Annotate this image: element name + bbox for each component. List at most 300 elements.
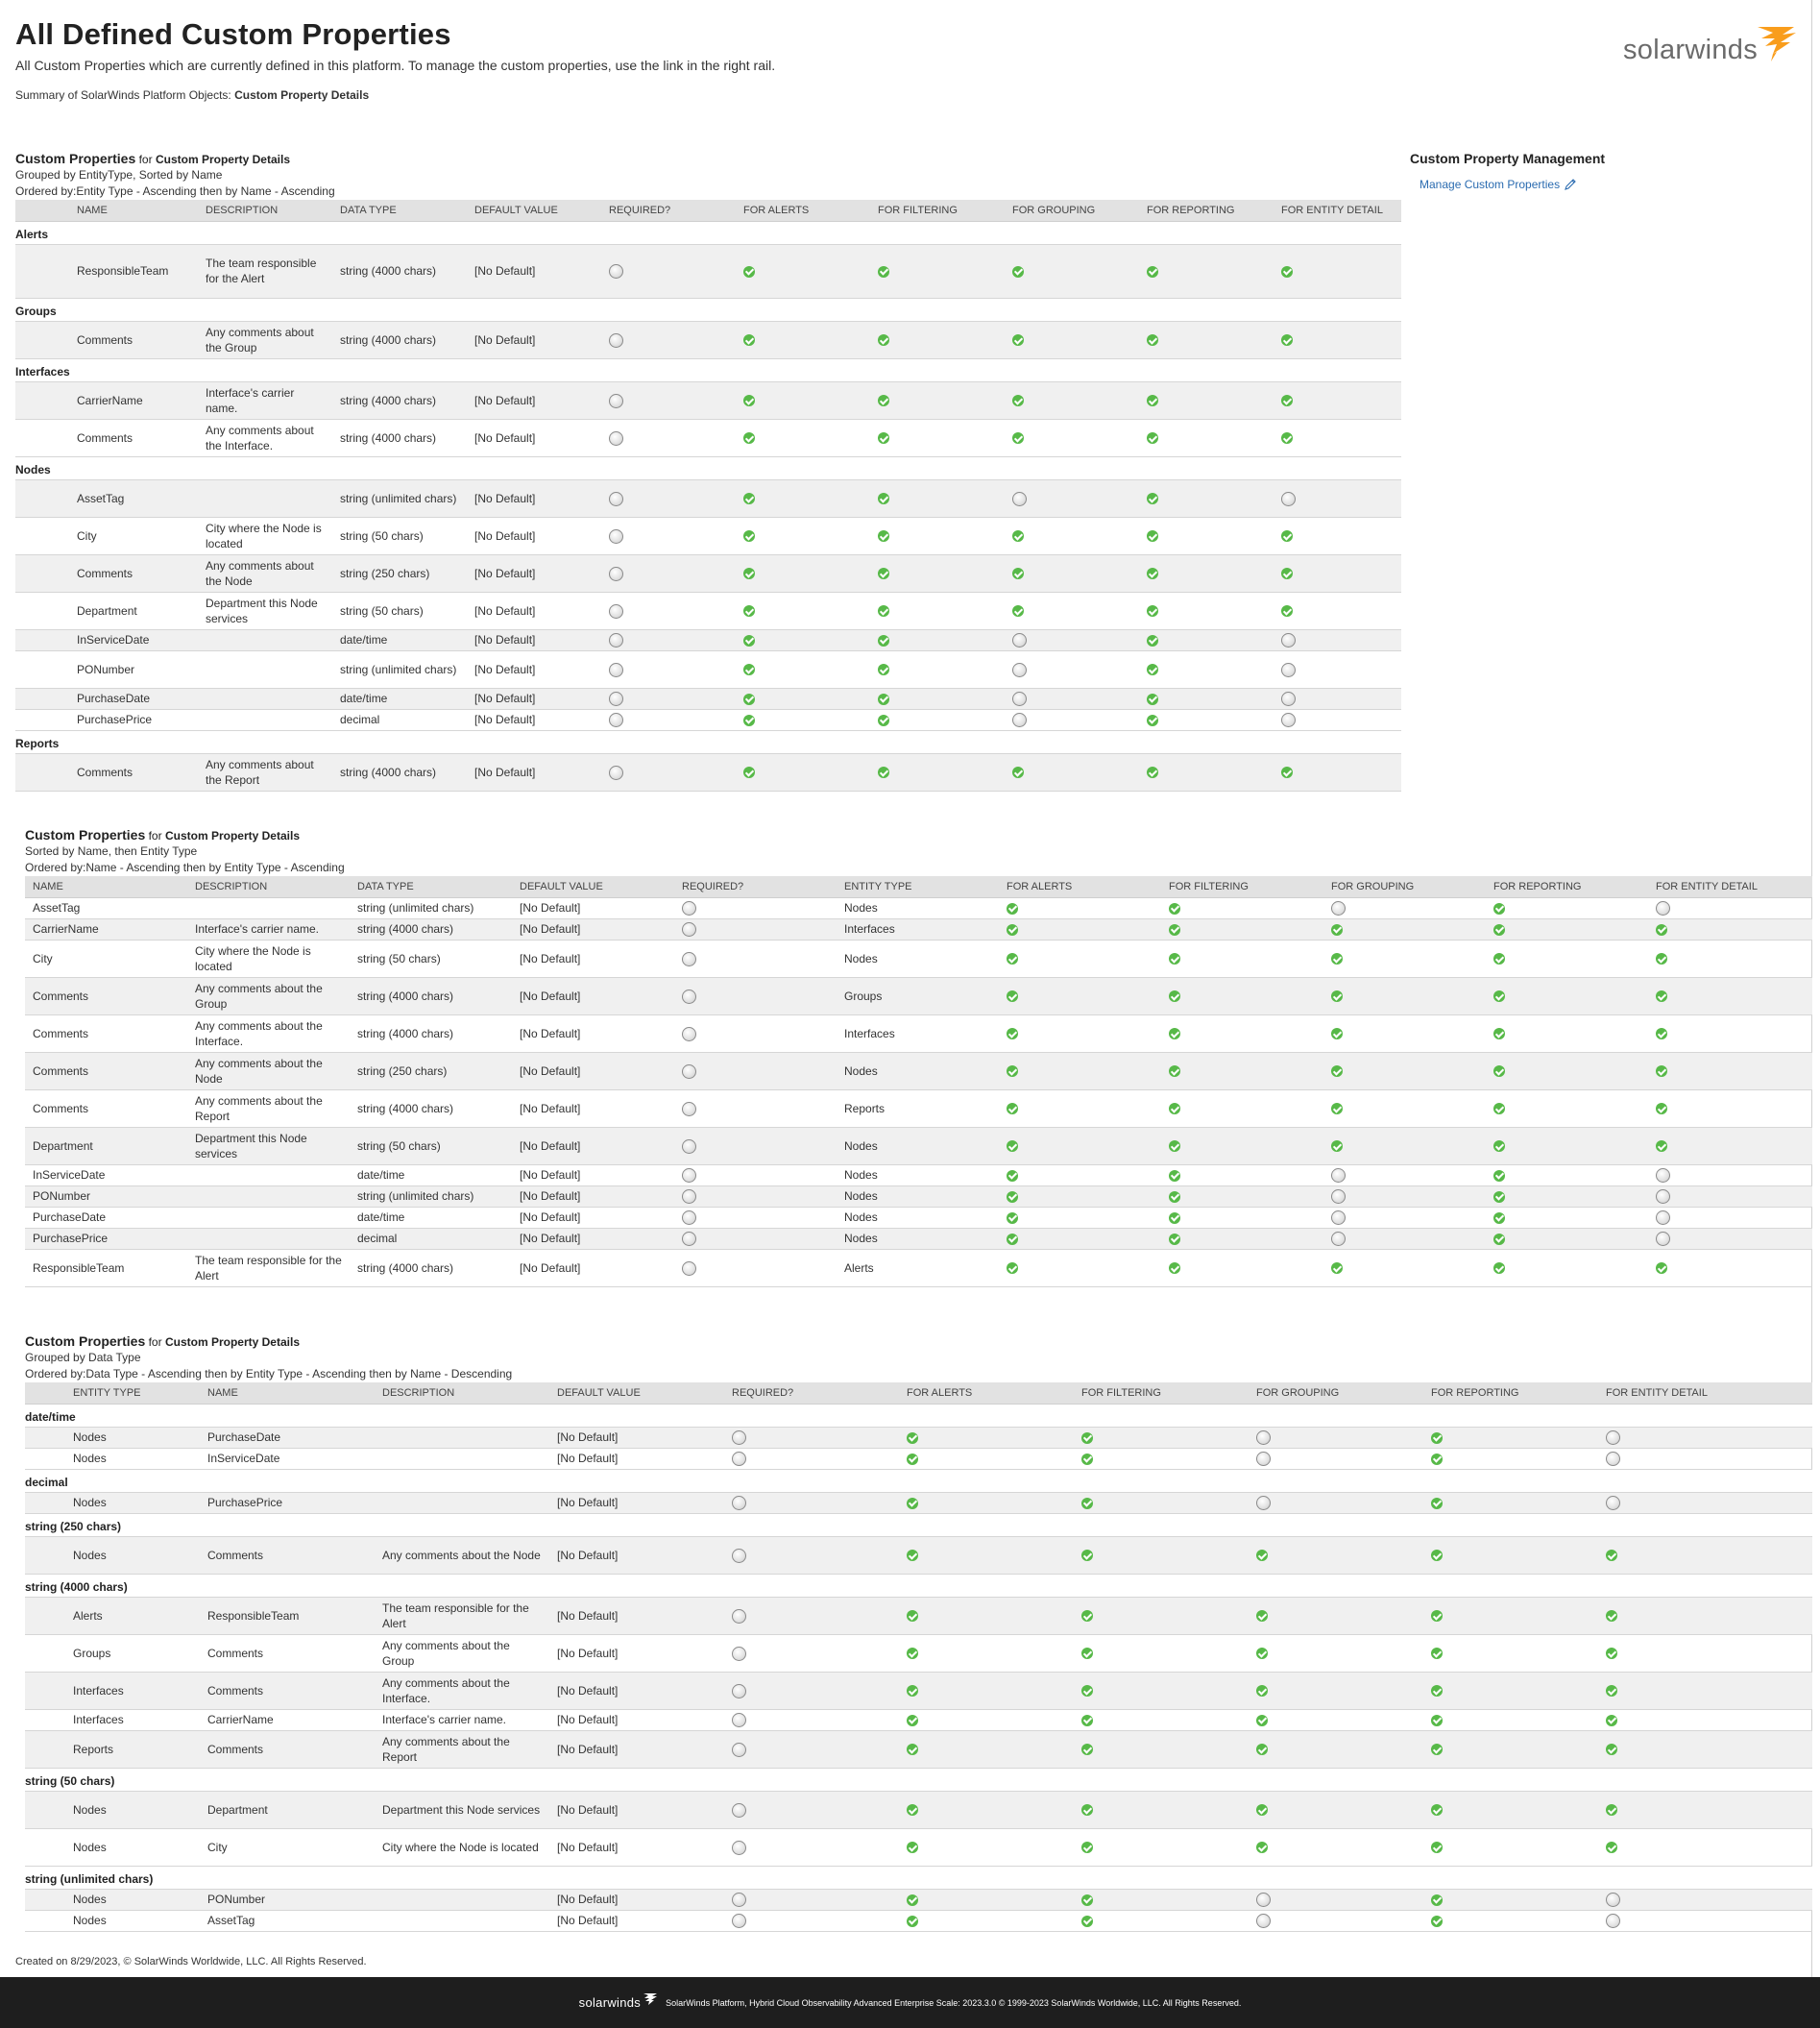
for-reporting-cell <box>1423 1634 1598 1672</box>
check-icon <box>1606 1610 1617 1622</box>
for-reporting-cell <box>1139 321 1274 358</box>
table-row <box>25 1634 1812 1672</box>
check-icon <box>907 1804 918 1816</box>
for-reporting-cell <box>1486 1185 1648 1207</box>
for-grouping-cell <box>1005 419 1139 456</box>
check-icon <box>1493 1262 1505 1274</box>
required-cell <box>724 1448 899 1469</box>
for-reporting-cell <box>1486 1052 1648 1089</box>
required-cell <box>601 753 736 791</box>
group-label: Alerts <box>15 221 1401 244</box>
property-name: PONumber <box>25 1185 187 1207</box>
check-icon <box>1493 1212 1505 1224</box>
check-icon <box>1081 1715 1093 1726</box>
unchecked-icon <box>1256 1893 1271 1907</box>
check-icon <box>1007 924 1018 936</box>
property-default-value: [No Default] <box>549 1448 724 1469</box>
for-grouping-cell <box>1249 1672 1423 1709</box>
check-icon <box>1656 1103 1667 1114</box>
column-header: FOR REPORTING <box>1486 876 1648 897</box>
for-reporting-cell <box>1423 1536 1598 1574</box>
check-icon <box>1431 1432 1443 1444</box>
for-reporting-cell <box>1423 1427 1598 1448</box>
for-filtering-cell <box>1161 1185 1323 1207</box>
required-cell <box>724 1492 899 1513</box>
for-alerts-cell <box>899 1536 1074 1574</box>
check-icon <box>878 432 889 444</box>
for-grouping-cell <box>1323 1185 1486 1207</box>
check-icon <box>1431 1610 1443 1622</box>
check-icon <box>878 767 889 778</box>
check-icon <box>1169 1103 1180 1114</box>
check-icon <box>1012 395 1024 406</box>
unchecked-icon <box>1256 1452 1271 1466</box>
table-row <box>25 1448 1812 1469</box>
unchecked-icon <box>609 604 623 619</box>
for-alerts-cell <box>999 977 1161 1014</box>
property-description <box>198 688 332 709</box>
check-icon <box>1606 1715 1617 1726</box>
column-header: FOR ENTITY DETAIL <box>1598 1382 1812 1404</box>
property-description: Any comments about the Interface. <box>375 1672 549 1709</box>
for-entity-detail-cell <box>1598 1730 1812 1768</box>
required-cell <box>601 554 736 592</box>
check-icon <box>1281 530 1293 542</box>
column-header: REQUIRED? <box>724 1382 899 1404</box>
property-default-value: [No Default] <box>467 688 601 709</box>
for-reporting-cell <box>1423 1889 1598 1910</box>
unchecked-icon <box>1012 633 1027 647</box>
check-icon <box>1606 1648 1617 1659</box>
check-icon <box>743 767 755 778</box>
table-row <box>25 1730 1812 1768</box>
for-entity-detail-cell <box>1274 381 1401 419</box>
required-cell <box>601 381 736 419</box>
property-name: Department <box>25 1127 187 1164</box>
property-default-value: [No Default] <box>512 918 674 940</box>
check-icon <box>878 635 889 647</box>
property-entity-type: Interfaces <box>837 918 999 940</box>
property-name: Comments <box>25 1089 187 1127</box>
property-description: Any comments about the Node <box>198 554 332 592</box>
check-icon <box>1147 334 1158 346</box>
required-cell <box>674 1127 837 1164</box>
for-entity-detail-cell <box>1648 1164 1812 1185</box>
table-row <box>15 629 1401 650</box>
for-alerts-cell <box>736 709 870 730</box>
for-alerts-cell <box>899 1828 1074 1866</box>
check-icon <box>1256 1685 1268 1697</box>
check-icon <box>878 266 889 278</box>
group-label: Interfaces <box>15 358 1401 381</box>
property-data-type: date/time <box>350 1207 512 1228</box>
pencil-icon <box>1564 178 1577 191</box>
property-description: City where the Node is located <box>375 1828 549 1866</box>
property-name: Comments <box>25 977 187 1014</box>
for-entity-detail-cell <box>1598 1828 1812 1866</box>
check-icon <box>1169 990 1180 1002</box>
group-header-row <box>25 1866 1812 1889</box>
unchecked-icon <box>732 1803 746 1818</box>
check-icon <box>1147 432 1158 444</box>
table-row <box>25 1207 1812 1228</box>
property-description <box>375 1889 549 1910</box>
for-reporting-cell <box>1486 940 1648 977</box>
unchecked-icon <box>682 1139 696 1154</box>
for-entity-detail-cell <box>1648 940 1812 977</box>
unchecked-icon <box>732 1609 746 1624</box>
table-row <box>25 1828 1812 1866</box>
column-header: NAME <box>25 876 187 897</box>
unchecked-icon <box>732 1914 746 1928</box>
property-data-type: decimal <box>350 1228 512 1249</box>
required-cell <box>674 1164 837 1185</box>
table-row <box>25 1427 1812 1448</box>
check-icon <box>1169 1170 1180 1182</box>
property-default-value: [No Default] <box>549 1791 724 1828</box>
for-alerts-cell <box>736 517 870 554</box>
footer-bar <box>0 1977 1820 2028</box>
column-header: REQUIRED? <box>674 876 837 897</box>
for-grouping-cell <box>1323 977 1486 1014</box>
property-data-type: string (unlimited chars) <box>350 897 512 918</box>
for-entity-detail-cell <box>1274 688 1401 709</box>
for-alerts-cell <box>899 1634 1074 1672</box>
unchecked-icon <box>732 1430 746 1445</box>
property-description: Interface's carrier name. <box>198 381 332 419</box>
for-alerts-cell <box>899 1492 1074 1513</box>
check-icon <box>1081 1894 1093 1906</box>
check-icon <box>907 1916 918 1927</box>
table-row <box>15 709 1401 730</box>
for-entity-detail-cell <box>1274 321 1401 358</box>
check-icon <box>907 1744 918 1755</box>
for-alerts-cell <box>736 381 870 419</box>
property-entity-type: Nodes <box>837 1185 999 1207</box>
for-alerts-cell <box>736 321 870 358</box>
property-name: City <box>15 517 198 554</box>
property-name: PurchaseDate <box>15 688 198 709</box>
for-alerts-cell <box>899 1427 1074 1448</box>
property-description: Any comments about the Group <box>375 1634 549 1672</box>
for-filtering-cell <box>870 321 1005 358</box>
property-description: Department this Node services <box>187 1127 350 1164</box>
manage-custom-properties-link[interactable] <box>1420 178 1577 191</box>
check-icon <box>1331 1065 1343 1077</box>
property-data-type: string (4000 chars) <box>332 419 467 456</box>
for-grouping-cell <box>1005 650 1139 688</box>
unchecked-icon <box>609 394 623 408</box>
property-description: Any comments about the Node <box>187 1052 350 1089</box>
for-filtering-cell <box>1074 1730 1249 1768</box>
required-cell <box>601 629 736 650</box>
check-icon <box>907 1715 918 1726</box>
property-description: Department this Node services <box>375 1791 549 1828</box>
column-header: DEFAULT VALUE <box>467 200 601 221</box>
unchecked-icon <box>732 1684 746 1698</box>
property-default-value: [No Default] <box>512 977 674 1014</box>
property-name: PurchaseDate <box>200 1427 375 1448</box>
column-header: NAME <box>15 200 198 221</box>
check-icon <box>1656 953 1667 965</box>
property-entity-type: Nodes <box>837 1228 999 1249</box>
for-reporting-cell <box>1139 419 1274 456</box>
unchecked-icon <box>1656 1210 1670 1225</box>
for-reporting-cell <box>1486 1228 1648 1249</box>
logo-text: solarwinds <box>1623 35 1758 65</box>
group-label: string (50 chars) <box>25 1768 1812 1791</box>
for-entity-detail-cell <box>1598 1597 1812 1634</box>
unchecked-icon <box>732 1452 746 1466</box>
unchecked-icon <box>1331 1168 1346 1183</box>
required-cell <box>724 1634 899 1672</box>
group-label: decimal <box>25 1469 1812 1492</box>
property-data-type: string (50 chars) <box>350 940 512 977</box>
required-cell <box>724 1427 899 1448</box>
for-entity-detail-cell <box>1598 1672 1812 1709</box>
check-icon <box>1007 1028 1018 1039</box>
property-data-type: string (4000 chars) <box>332 381 467 419</box>
check-icon <box>1081 1842 1093 1853</box>
property-description <box>187 1185 350 1207</box>
property-default-value: [No Default] <box>549 1889 724 1910</box>
property-description <box>375 1910 549 1931</box>
check-icon <box>878 395 889 406</box>
for-filtering-cell <box>1161 918 1323 940</box>
required-cell <box>674 1207 837 1228</box>
property-default-value: [No Default] <box>467 554 601 592</box>
property-name: AssetTag <box>15 479 198 517</box>
property-data-type: date/time <box>350 1164 512 1185</box>
column-header: FOR FILTERING <box>1074 1382 1249 1404</box>
for-grouping-cell <box>1249 1597 1423 1634</box>
for-reporting-cell <box>1139 709 1274 730</box>
for-grouping-cell <box>1249 1427 1423 1448</box>
property-entity-type: Nodes <box>837 1164 999 1185</box>
check-icon <box>1169 1262 1180 1274</box>
property-entity-type: Nodes <box>25 1448 200 1469</box>
for-grouping-cell <box>1249 1730 1423 1768</box>
for-entity-detail-cell <box>1648 1014 1812 1052</box>
check-icon <box>1493 1191 1505 1203</box>
unchecked-icon <box>1281 713 1296 727</box>
check-icon <box>1656 990 1667 1002</box>
manage-link-label: Manage Custom Properties <box>1420 178 1561 191</box>
for-grouping-cell <box>1005 709 1139 730</box>
property-entity-type: Alerts <box>25 1597 200 1634</box>
resource-ordering: Ordered by:Name - Ascending then by Entity Type - Ascending <box>25 861 345 874</box>
for-entity-detail-cell <box>1598 1427 1812 1448</box>
property-entity-type: Nodes <box>25 1910 200 1931</box>
resource-by-entity-type <box>15 151 1401 792</box>
property-name: PurchasePrice <box>200 1492 375 1513</box>
property-data-type: date/time <box>332 629 467 650</box>
property-name: Comments <box>200 1536 375 1574</box>
check-icon <box>1081 1744 1093 1755</box>
check-icon <box>1007 1191 1018 1203</box>
unchecked-icon <box>1256 1914 1271 1928</box>
check-icon <box>907 1685 918 1697</box>
check-icon <box>1169 903 1180 915</box>
for-filtering-cell <box>870 479 1005 517</box>
required-cell <box>601 517 736 554</box>
check-icon <box>878 334 889 346</box>
property-name: City <box>25 940 187 977</box>
check-icon <box>907 1648 918 1659</box>
for-alerts-cell <box>899 1791 1074 1828</box>
unchecked-icon <box>1656 1168 1670 1183</box>
for-entity-detail-cell <box>1274 419 1401 456</box>
page-title: All Defined Custom Properties <box>15 17 451 51</box>
table-row <box>15 554 1401 592</box>
check-icon <box>1169 953 1180 965</box>
unchecked-icon <box>732 1893 746 1907</box>
property-default-value: [No Default] <box>467 517 601 554</box>
property-name: PONumber <box>200 1889 375 1910</box>
required-cell <box>724 1730 899 1768</box>
for-entity-detail-cell <box>1648 1127 1812 1164</box>
check-icon <box>1256 1842 1268 1853</box>
for-entity-detail-cell <box>1274 629 1401 650</box>
check-icon <box>1656 924 1667 936</box>
for-reporting-cell <box>1486 977 1648 1014</box>
check-icon <box>1256 1715 1268 1726</box>
unchecked-icon <box>609 633 623 647</box>
property-default-value: [No Default] <box>549 1492 724 1513</box>
table-row <box>15 517 1401 554</box>
check-icon <box>743 266 755 278</box>
table-row <box>25 1089 1812 1127</box>
check-icon <box>907 1894 918 1906</box>
for-filtering-cell <box>870 419 1005 456</box>
resource-by-name <box>25 827 1812 1287</box>
rail-title: Custom Property Management <box>1410 151 1606 166</box>
for-entity-detail-cell <box>1598 1709 1812 1730</box>
check-icon <box>1081 1550 1093 1561</box>
check-icon <box>1256 1648 1268 1659</box>
required-cell <box>674 1089 837 1127</box>
column-header: FOR ENTITY DETAIL <box>1648 876 1812 897</box>
solarwinds-logo <box>1623 23 1798 66</box>
property-name: City <box>200 1828 375 1866</box>
check-icon <box>907 1498 918 1509</box>
for-filtering-cell <box>1074 1709 1249 1730</box>
for-alerts-cell <box>736 688 870 709</box>
for-filtering-cell <box>870 688 1005 709</box>
property-name: PurchasePrice <box>15 709 198 730</box>
property-description: City where the Node is located <box>198 517 332 554</box>
for-alerts-cell <box>999 1052 1161 1089</box>
unchecked-icon <box>1606 1893 1620 1907</box>
resource-ordering: Ordered by:Entity Type - Ascending then by Name - Ascending <box>15 184 335 198</box>
check-icon <box>1147 664 1158 675</box>
unchecked-icon <box>1281 663 1296 677</box>
check-icon <box>1169 924 1180 936</box>
for-filtering-cell <box>870 650 1005 688</box>
unchecked-icon <box>682 1102 696 1116</box>
check-icon <box>1081 1454 1093 1465</box>
for-grouping-cell <box>1249 1634 1423 1672</box>
unchecked-icon <box>1606 1914 1620 1928</box>
property-description <box>187 1207 350 1228</box>
group-label: date/time <box>25 1404 1812 1427</box>
property-default-value: [No Default] <box>467 753 601 791</box>
check-icon <box>878 493 889 504</box>
property-data-type: decimal <box>332 709 467 730</box>
property-default-value: [No Default] <box>512 1185 674 1207</box>
property-description <box>198 629 332 650</box>
check-icon <box>907 1454 918 1465</box>
unchecked-icon <box>732 1549 746 1563</box>
check-icon <box>907 1842 918 1853</box>
property-default-value: [No Default] <box>549 1427 724 1448</box>
for-entity-detail-cell <box>1598 1791 1812 1828</box>
resource-grouping: Grouped by Data Type <box>25 1351 141 1364</box>
for-grouping-cell <box>1249 1709 1423 1730</box>
report-header <box>15 17 775 102</box>
for-reporting-cell <box>1486 1164 1648 1185</box>
unchecked-icon <box>682 1168 696 1183</box>
column-header: FOR GROUPING <box>1249 1382 1423 1404</box>
check-icon <box>1656 1065 1667 1077</box>
for-reporting-cell <box>1486 1249 1648 1286</box>
check-icon <box>1147 568 1158 579</box>
table-row <box>25 1014 1812 1052</box>
unchecked-icon <box>609 492 623 506</box>
for-filtering-cell <box>870 709 1005 730</box>
unchecked-icon <box>732 1647 746 1661</box>
for-alerts-cell <box>999 1089 1161 1127</box>
check-icon <box>1431 1648 1443 1659</box>
unchecked-icon <box>609 431 623 446</box>
for-alerts-cell <box>736 592 870 629</box>
for-grouping-cell <box>1249 1791 1423 1828</box>
check-icon <box>1281 334 1293 346</box>
property-description: The team responsible for the Alert <box>375 1597 549 1634</box>
property-description <box>375 1427 549 1448</box>
property-entity-type: Nodes <box>25 1492 200 1513</box>
check-icon <box>1147 266 1158 278</box>
column-header: DESCRIPTION <box>198 200 332 221</box>
check-icon <box>1081 1498 1093 1509</box>
table-row <box>25 1791 1812 1828</box>
for-alerts-cell <box>899 1730 1074 1768</box>
for-grouping-cell <box>1249 1448 1423 1469</box>
check-icon <box>1007 1140 1018 1152</box>
unchecked-icon <box>1656 1189 1670 1204</box>
required-cell <box>674 977 837 1014</box>
group-header-row <box>15 730 1401 753</box>
required-cell <box>724 1828 899 1866</box>
required-cell <box>674 1052 837 1089</box>
group-header-row <box>15 221 1401 244</box>
property-description: Any comments about the Report <box>187 1089 350 1127</box>
property-name: AssetTag <box>25 897 187 918</box>
for-reporting-cell <box>1423 1730 1598 1768</box>
for-reporting-cell <box>1139 629 1274 650</box>
property-default-value: [No Default] <box>512 1164 674 1185</box>
property-entity-type: Nodes <box>837 940 999 977</box>
property-default-value: [No Default] <box>549 1634 724 1672</box>
group-label: Nodes <box>15 456 1401 479</box>
for-filtering-cell <box>870 244 1005 298</box>
property-default-value: [No Default] <box>512 1228 674 1249</box>
for-alerts-cell <box>736 629 870 650</box>
unchecked-icon <box>609 529 623 544</box>
check-icon <box>1493 1234 1505 1245</box>
unchecked-icon <box>1281 492 1296 506</box>
unchecked-icon <box>1606 1452 1620 1466</box>
